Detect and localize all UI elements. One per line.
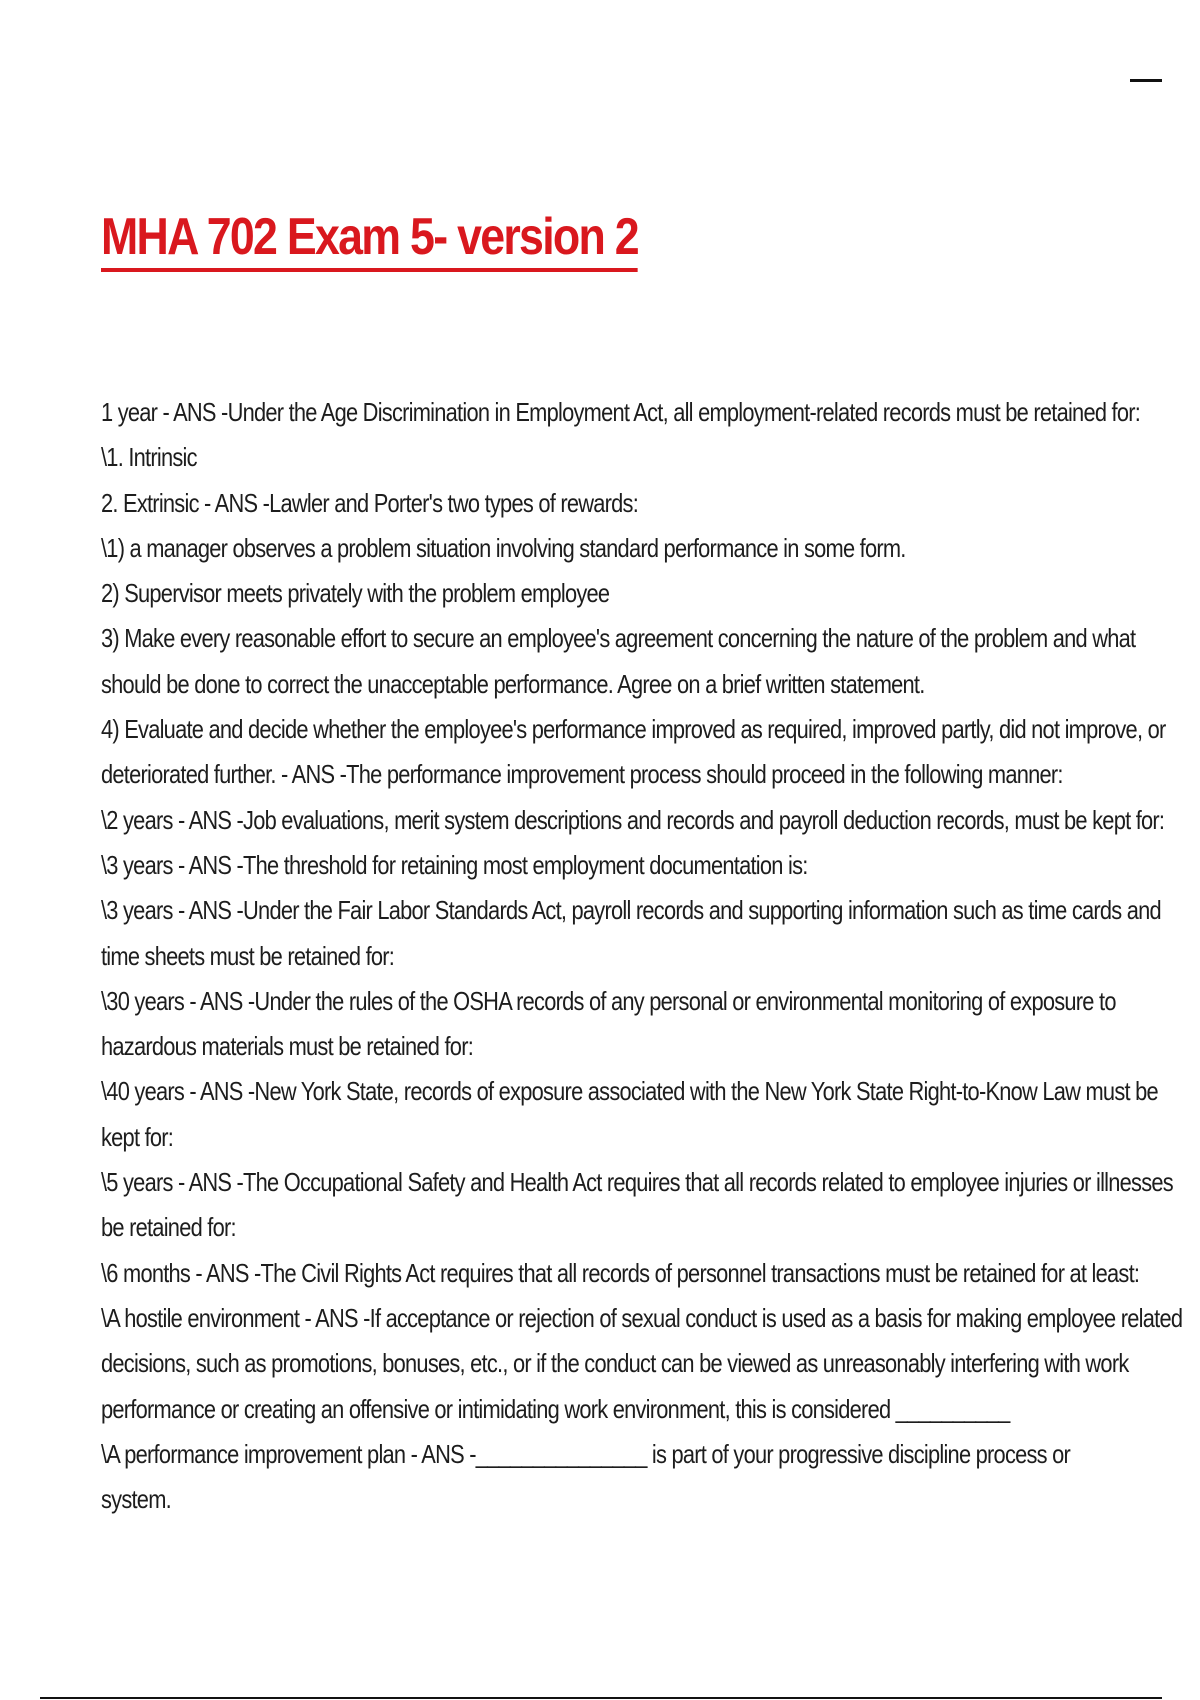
text-line: performance or creating an offensive or intimidating work environment, this is considered __________ — [101, 1393, 1010, 1424]
text-line: \1) a manager observes a problem situation involving standard performance in some form. — [101, 532, 906, 563]
text-line: 3) Make every reasonable effort to secure an employee's agreement concerning the nature of the problem and what — [101, 623, 1136, 654]
text-line: should be done to correct the unacceptable performance. Agree on a brief written statement. — [101, 668, 925, 699]
text-line: time sheets must be retained for: — [101, 940, 395, 971]
text-line: \5 years - ANS -The Occupational Safety and Health Act requires that all records related to employee injuries or illnesses — [101, 1167, 1173, 1198]
text-line: \30 years - ANS -Under the rules of the OSHA records of any personal or environmental monitoring of exposure to — [101, 985, 1116, 1016]
text-line: kept for: — [101, 1121, 174, 1152]
text-line: decisions, such as promotions, bonuses, etc., or if the conduct can be viewed as unreasonably interfering with work — [101, 1348, 1129, 1379]
document-body — [101, 390, 1183, 1522]
text-line: \40 years - ANS -New York State, records of exposure associated with the New York State Right-to-Know Law must be — [101, 1076, 1158, 1107]
text-line: \3 years - ANS -Under the Fair Labor Standards Act, payroll records and supporting information such as time cards and — [101, 895, 1161, 926]
text-line: system. — [101, 1484, 171, 1515]
text-line: \1. Intrinsic — [101, 442, 197, 473]
text-line: 4) Evaluate and decide whether the employee's performance improved as required, improved partly, did not improve, or — [101, 714, 1166, 745]
text-line: \A hostile environment - ANS -If acceptance or rejection of sexual conduct is used as a basis for making employee related — [101, 1302, 1183, 1333]
header-dash — [1130, 79, 1162, 82]
document-title: MHA 702 Exam 5- version 2 — [101, 206, 638, 272]
text-line: \6 months - ANS -The Civil Rights Act requires that all records of personnel transactions must be retained for at least: — [101, 1257, 1140, 1288]
text-line: \3 years - ANS -The threshold for retaining most employment documentation is: — [101, 849, 808, 880]
text-line: \2 years - ANS -Job evaluations, merit system descriptions and records and payroll deduction records, must be kept for: — [101, 804, 1165, 835]
text-line: 2) Supervisor meets privately with the problem employee — [101, 578, 610, 609]
text-line: be retained for: — [101, 1212, 236, 1243]
footer-rule — [40, 1697, 1162, 1699]
text-line: hazardous materials must be retained for: — [101, 1031, 474, 1062]
text-line: 2. Extrinsic - ANS -Lawler and Porter's two types of rewards: — [101, 487, 639, 518]
text-line: \A performance improvement plan - ANS -_______________ is part of your progressive discipline process or — [101, 1438, 1071, 1469]
title-block — [101, 206, 725, 272]
text-line: deteriorated further. - ANS -The performance improvement process should proceed in the following manner: — [101, 759, 1063, 790]
text-line: 1 year - ANS -Under the Age Discrimination in Employment Act, all employment-related records must be retained for: — [101, 397, 1141, 427]
